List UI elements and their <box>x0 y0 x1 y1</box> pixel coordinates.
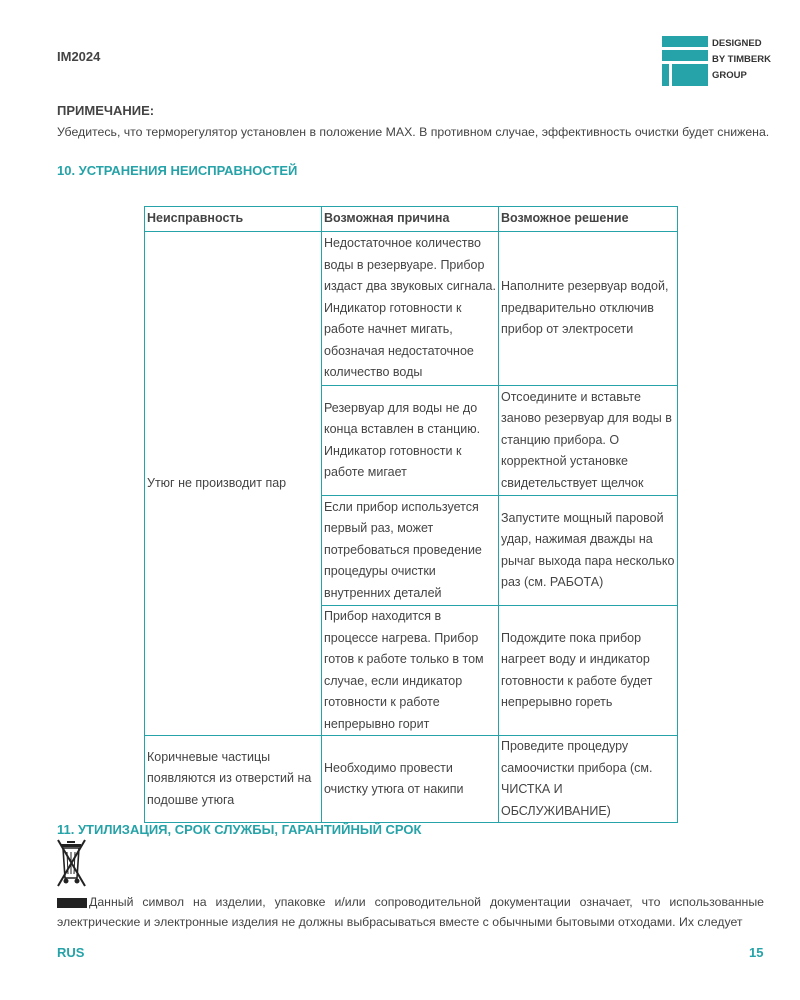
cause-cell: Прибор находится в процессе нагрева. Прибор готов к работе только в том случае, если индикатор готовности к работе непрерывно горит <box>322 606 499 736</box>
solution-cell: Отсоедините и вставьте заново резервуар для воды в станцию прибора. О корректной установке свидетельствует щелчок <box>499 386 678 496</box>
cause-cell: Если прибор используется первый раз, может потребоваться проведение процедуры очистки внутренних деталей <box>322 496 499 606</box>
table-header-row <box>145 207 678 232</box>
cause-cell: Необходимо провести очистку утюга от накипи <box>322 736 499 823</box>
disposal-paragraph: Данный символ на изделии, упаковке и/или сопроводительной документации означает, что использованные электрические и электронные изделия не должны выбрасываться вместе с обычными бытовыми отходами. Их следует <box>57 895 764 929</box>
logo-block <box>672 64 708 86</box>
black-bar-symbol <box>57 898 87 908</box>
language-label: RUS <box>57 945 85 960</box>
section-11-title: 11. УТИЛИЗАЦИЯ, СРОК СЛУЖБЫ, ГАРАНТИЙНЫЙ СРОК <box>57 822 422 837</box>
logo-text: DESIGNED BY TIMBERK GROUP <box>712 38 771 81</box>
model-number: IM2024 <box>57 49 101 64</box>
solution-cell: Наполните резервуар водой, предварительно отключив прибор от электросети <box>499 232 678 386</box>
header-cause: Возможная причина <box>322 207 499 232</box>
section-10-title: 10. УСТРАНЕНИЯ НЕИСПРАВНОСТЕЙ <box>57 163 298 178</box>
cause-cell: Недостаточное количество воды в резервуаре. Прибор издаст два звуковых сигнала. Индикатор готовности к работе начнет мигать, обозначая недостаточное количество воды <box>322 232 499 386</box>
solution-cell: Запустите мощный паровой удар, нажимая дважды на рычаг выхода пара несколько раз (см. РАБОТА) <box>499 496 678 606</box>
header-solution: Возможное решение <box>499 207 678 232</box>
solution-cell: Проведите процедуру самоочистки прибора (см. ЧИСТКА И ОБСЛУЖИВАНИЕ) <box>499 736 678 823</box>
header-fault: Неисправность <box>145 207 322 232</box>
note-heading: ПРИМЕЧАНИЕ: <box>57 103 155 118</box>
crossed-out-wheelie-bin-icon <box>57 838 87 890</box>
logo-bar <box>662 36 708 47</box>
cause-cell: Резервуар для воды не до конца вставлен в станцию. Индикатор готовности к работе мигает <box>322 386 499 496</box>
solution-cell: Подождите пока прибор нагреет воду и индикатор готовности к работе будет непрерывно гореть <box>499 606 678 736</box>
page-number: 15 <box>749 945 764 960</box>
timberk-logo <box>662 36 772 88</box>
fault-cell: Коричневые частицы появляются из отверстий на подошве утюга <box>145 736 322 823</box>
fault-cell: Утюг не производит пар <box>145 232 322 736</box>
note-text: Убедитесь, что терморегулятор установлен в положение MAX. В противном случае, эффективность очистки будет снижена. <box>57 125 770 139</box>
logo-block <box>662 64 669 86</box>
table-row <box>145 736 678 823</box>
troubleshooting-table <box>144 206 678 823</box>
table-row <box>145 232 678 386</box>
logo-bar <box>662 50 708 61</box>
